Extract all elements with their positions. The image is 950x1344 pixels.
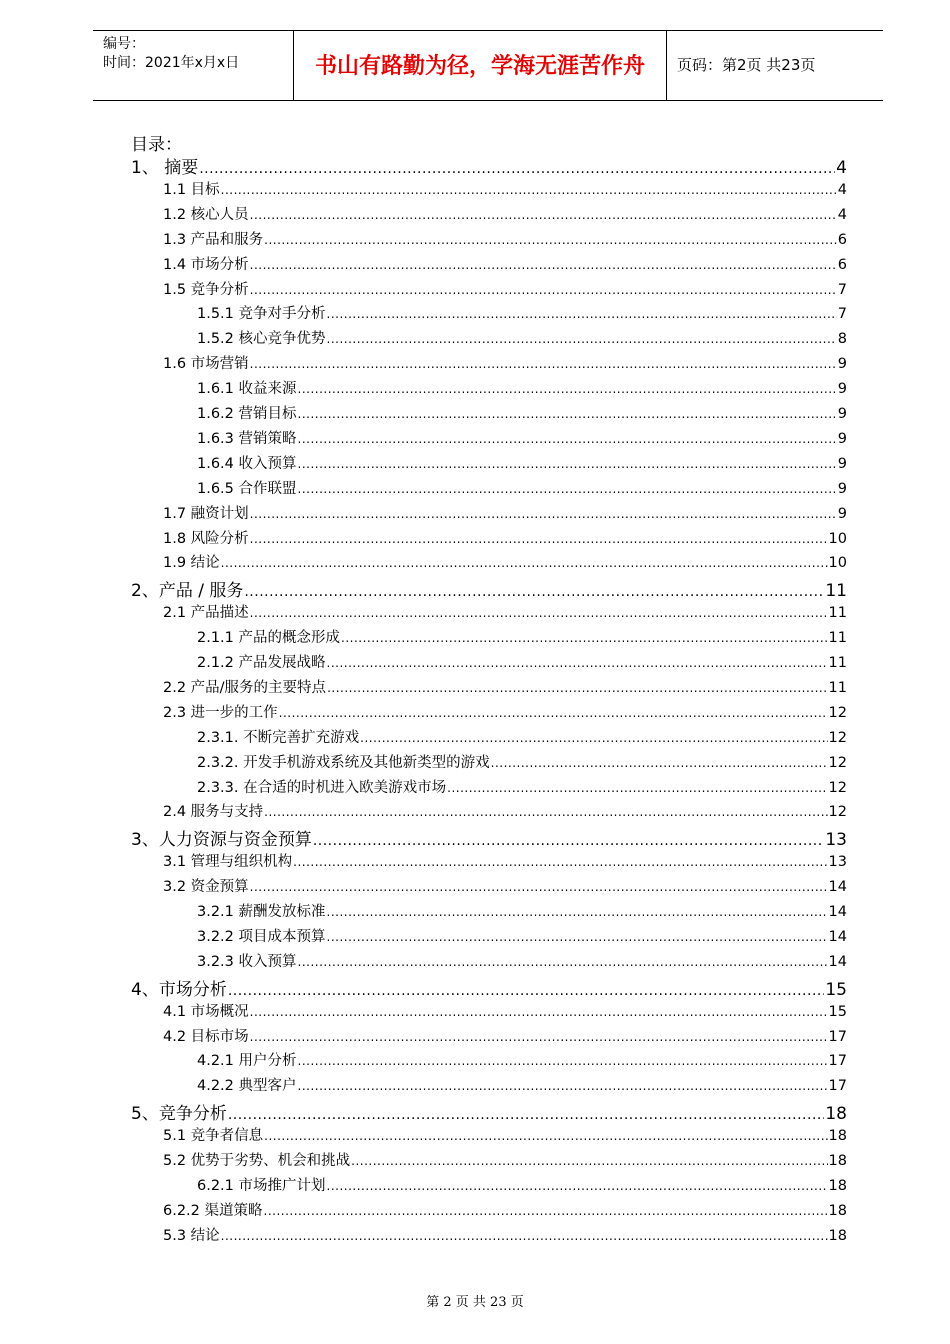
toc-entry-page: 11 — [828, 630, 847, 647]
toc-leader-dots — [250, 283, 837, 297]
toc-entry[interactable] — [163, 203, 847, 228]
page-footer: 第 2 页 共 23 页 — [426, 1295, 524, 1310]
toc-entry-label: 1、 摘要 — [131, 158, 199, 178]
toc-entry-label: 1.7 融资计划 — [163, 505, 249, 522]
toc-leader-dots — [327, 307, 837, 321]
toc-entry[interactable] — [163, 278, 847, 303]
toc-entry[interactable] — [163, 1124, 847, 1149]
toc-entry-page: 9 — [837, 430, 847, 447]
toc-entry[interactable] — [131, 825, 847, 850]
toc-entry-label: 1.6.3 营销策略 — [197, 430, 297, 447]
toc-leader-dots — [298, 382, 837, 396]
header-info — [93, 31, 294, 100]
toc-entry-label: 1.6.2 营销目标 — [197, 406, 297, 422]
toc-leader-dots — [264, 805, 827, 819]
toc-entry[interactable] — [163, 1199, 847, 1224]
toc-entry-page: 18 — [828, 1177, 847, 1194]
toc-leader-dots — [360, 731, 827, 745]
toc-entry-page: 7 — [837, 306, 847, 323]
header-number: 编号： — [103, 36, 145, 52]
toc-entry-page: 11 — [828, 605, 847, 622]
toc-entry-label: 5.1 竞争者信息 — [163, 1128, 264, 1145]
toc-entry[interactable] — [197, 427, 847, 452]
toc-entry[interactable] — [163, 527, 847, 552]
toc-entry-page: 17 — [828, 1053, 847, 1070]
toc-entry-label: 2.3.2. 开发手机游戏系统及其他新类型的游戏 — [197, 754, 490, 771]
toc-entry-label: 2.1 产品描述 — [163, 605, 249, 622]
header-date: 时间：2021年x月x日 — [103, 55, 240, 71]
toc-entry[interactable] — [163, 352, 847, 377]
toc-entry-page: 14 — [828, 879, 847, 896]
toc-entry-page: 7 — [837, 281, 847, 298]
toc-entry[interactable] — [163, 601, 847, 626]
toc-entry-page: 9 — [837, 455, 847, 472]
toc-leader-dots — [264, 233, 837, 247]
toc-entry-page: 6 — [837, 231, 847, 248]
toc-leader-dots — [298, 432, 837, 446]
toc-entry-label: 3、人力资源与资金预算 — [131, 830, 312, 851]
toc-entry-page: 18 — [828, 1153, 847, 1169]
toc-entry-label: 1.6 市场营销 — [163, 356, 249, 373]
toc-leader-dots — [221, 1229, 828, 1243]
toc-entry[interactable] — [163, 1000, 847, 1025]
toc-leader-dots — [221, 183, 837, 197]
toc-entry-page: 9 — [837, 505, 847, 522]
toc-entry-label: 1.4 市场分析 — [163, 256, 249, 273]
toc-entry-page: 9 — [837, 356, 847, 373]
toc-entry-label: 1.8 风险分析 — [163, 530, 249, 547]
toc-entry-page: 12 — [828, 704, 847, 721]
toc-entry-page: 18 — [828, 1227, 847, 1244]
toc-entry-page: 12 — [828, 729, 847, 746]
toc-entry[interactable] — [197, 452, 847, 477]
toc-entry-label: 4、市场分析 — [131, 979, 227, 1000]
toc-entry[interactable] — [197, 726, 847, 751]
toc-entry-page: 13 — [828, 854, 847, 871]
toc-leader-dots — [447, 781, 827, 795]
toc-entry-page: 9 — [837, 480, 847, 497]
toc-entry[interactable] — [197, 1174, 847, 1199]
toc-leader-dots — [327, 681, 827, 695]
header-motto: 书山有路勤为径，学海无涯苦作舟 — [294, 31, 667, 100]
toc-entry-label: 3.1 管理与组织机构 — [163, 854, 293, 871]
toc-leader-dots — [341, 631, 828, 645]
toc-leader-dots — [298, 1079, 828, 1093]
toc-entry-label: 1.9 结论 — [163, 555, 220, 572]
toc-entry-page: 12 — [828, 804, 847, 821]
toc-entry-label: 6.2.1 市场推广计划 — [197, 1177, 326, 1194]
toc-entry[interactable] — [131, 153, 847, 178]
toc-leader-dots — [279, 706, 828, 720]
toc-entry[interactable] — [197, 302, 847, 327]
toc-leader-dots — [298, 1054, 828, 1068]
toc-entry-label: 2.3 进一步的工作 — [163, 704, 278, 721]
toc-entry-label: 1.1 目标 — [163, 181, 220, 198]
toc-entry[interactable] — [163, 875, 847, 900]
toc-entry-label: 1.6.1 收益来源 — [197, 381, 297, 398]
toc-entry-label: 3.2.1 薪酬发放标准 — [197, 904, 326, 920]
toc-entry-page: 12 — [828, 779, 847, 796]
toc-leader-dots — [221, 556, 828, 570]
toc-entry-label: 2.1.1 产品的概念形成 — [197, 630, 341, 647]
toc-leader-dots — [250, 606, 828, 620]
toc-entry-page: 13 — [825, 830, 847, 851]
toc-entry-page: 6 — [837, 256, 847, 273]
toc-entry-page: 9 — [837, 381, 847, 398]
toc-entry[interactable] — [197, 1074, 847, 1099]
toc-entry-label: 1.5.1 竞争对手分析 — [197, 306, 326, 323]
toc-entry[interactable] — [197, 377, 847, 402]
header-page-info: 页码：第2页 共23页 — [677, 56, 816, 74]
toc-entry-label: 1.6.5 合作联盟 — [197, 480, 297, 497]
toc-leader-dots — [250, 880, 828, 894]
toc-leader-dots — [298, 955, 828, 969]
page-header — [93, 30, 883, 101]
toc-entry-label: 5.3 结论 — [163, 1227, 220, 1244]
toc-leader-dots — [250, 507, 837, 521]
toc-leader-dots — [228, 983, 825, 999]
toc-entry-label: 3.2.2 项目成本预算 — [197, 928, 326, 945]
toc-entry-page: 15 — [828, 1003, 847, 1020]
toc-entry-page: 18 — [828, 1202, 847, 1219]
toc-entry-page: 14 — [828, 953, 847, 970]
toc-entry[interactable] — [163, 502, 847, 527]
toc-entry-page: 11 — [828, 679, 847, 696]
toc-entry-label: 4.2 目标市场 — [163, 1028, 249, 1045]
toc-entry-page: 11 — [825, 581, 847, 602]
toc-entry[interactable] — [197, 751, 847, 776]
toc-entry[interactable] — [163, 701, 847, 726]
toc-entry[interactable] — [163, 1224, 847, 1249]
toc-leader-dots — [293, 855, 827, 869]
toc-entry-page: 14 — [828, 904, 847, 920]
toc-entry[interactable] — [163, 178, 847, 203]
toc-leader-dots — [298, 482, 837, 496]
toc-entry-label: 1.6.4 收入预算 — [197, 455, 297, 472]
toc-entry[interactable] — [131, 576, 847, 601]
toc-entry-page: 4 — [836, 158, 847, 178]
toc-entry[interactable] — [163, 676, 847, 701]
toc-leader-dots — [199, 161, 835, 177]
toc-leader-dots — [298, 407, 837, 421]
toc-entry-label: 6.2.2 渠道策略 — [163, 1202, 263, 1219]
toc-leader-dots — [327, 905, 828, 919]
toc-entry[interactable] — [197, 402, 847, 427]
toc-entry-page: 10 — [828, 555, 847, 572]
toc-entry[interactable] — [197, 776, 847, 801]
toc-leader-dots — [250, 1005, 828, 1019]
toc-leader-dots — [250, 357, 837, 371]
toc-leader-dots — [250, 208, 837, 222]
toc-entry-label: 5.2 优势于劣势、机会和挑战 — [163, 1153, 351, 1169]
toc-entry-page: 9 — [837, 406, 847, 422]
toc-leader-dots — [327, 656, 828, 670]
toc-entry-label: 4.2.1 用户分析 — [197, 1053, 297, 1070]
toc-entry[interactable] — [197, 651, 847, 676]
toc-entry[interactable] — [163, 800, 847, 825]
toc-entry[interactable] — [163, 551, 847, 576]
toc-leader-dots — [327, 930, 828, 944]
toc-entry-label: 1.5 竞争分析 — [163, 281, 249, 298]
toc-leader-dots — [298, 457, 837, 471]
toc-leader-dots — [250, 532, 828, 546]
toc-title: 目录： — [131, 135, 182, 155]
toc-entry[interactable] — [163, 850, 847, 875]
toc-entry-label: 5、竞争分析 — [131, 1104, 227, 1125]
toc-entry-page: 4 — [837, 181, 847, 198]
toc-entry-page: 10 — [828, 530, 847, 547]
toc-leader-dots — [228, 1107, 825, 1123]
toc-entry[interactable] — [163, 253, 847, 278]
toc-entry-page: 18 — [825, 1104, 847, 1125]
toc-entry-page: 18 — [828, 1128, 847, 1145]
toc-leader-dots — [264, 1204, 828, 1218]
toc-entry-label: 1.5.2 核心竞争优势 — [197, 331, 326, 348]
toc-entry[interactable] — [131, 975, 847, 1000]
toc-entry[interactable] — [163, 1149, 847, 1174]
toc-leader-dots — [244, 584, 824, 600]
toc-entry[interactable] — [163, 1025, 847, 1050]
toc-entry[interactable] — [131, 1099, 847, 1124]
toc-entry[interactable] — [197, 900, 847, 925]
toc-leader-dots — [351, 1154, 827, 1168]
toc-entry-page: 12 — [828, 754, 847, 771]
toc-leader-dots — [327, 332, 837, 346]
toc-leader-dots — [327, 1179, 828, 1193]
toc-entry-label: 2、产品 / 服务 — [131, 581, 244, 602]
toc-entry[interactable] — [197, 925, 847, 950]
toc-entry-page: 15 — [825, 979, 847, 1000]
toc-entry-label: 3.2.3 收入预算 — [197, 953, 297, 970]
toc-entry-label: 4.1 市场概况 — [163, 1003, 249, 1020]
toc-leader-dots — [250, 258, 837, 272]
toc-entry-label: 2.4 服务与支持 — [163, 804, 264, 821]
toc-entry[interactable] — [197, 1049, 847, 1074]
toc-entry[interactable] — [197, 950, 847, 975]
toc-entry[interactable] — [197, 477, 847, 502]
toc-entry-label: 1.2 核心人员 — [163, 206, 249, 223]
toc-entry-label: 2.3.3. 在合适的时机进入欧美游戏市场 — [197, 779, 447, 796]
toc-entry-page: 14 — [828, 928, 847, 945]
toc-entry-page: 11 — [828, 655, 847, 671]
toc-leader-dots — [264, 1129, 827, 1143]
toc-entry[interactable] — [197, 327, 847, 352]
toc-leader-dots — [313, 833, 825, 849]
toc-entry-page: 17 — [828, 1028, 847, 1045]
toc-leader-dots — [491, 756, 828, 770]
toc-entry-label: 3.2 资金预算 — [163, 879, 249, 896]
toc-entry-label: 2.2 产品/服务的主要特点 — [163, 679, 327, 696]
toc-entry-label: 4.2.2 典型客户 — [197, 1078, 297, 1095]
toc-leader-dots — [250, 1030, 828, 1044]
toc-entry[interactable] — [197, 626, 847, 651]
toc-entry[interactable] — [163, 228, 847, 253]
toc-entry-page: 4 — [837, 206, 847, 223]
toc-entry-label: 2.3.1. 不断完善扩充游戏 — [197, 729, 360, 746]
toc-entry-page: 17 — [828, 1078, 847, 1095]
toc-entry-page: 8 — [837, 331, 847, 348]
toc-entry-label: 1.3 产品和服务 — [163, 231, 264, 248]
toc-entry-label: 2.1.2 产品发展战略 — [197, 655, 326, 671]
